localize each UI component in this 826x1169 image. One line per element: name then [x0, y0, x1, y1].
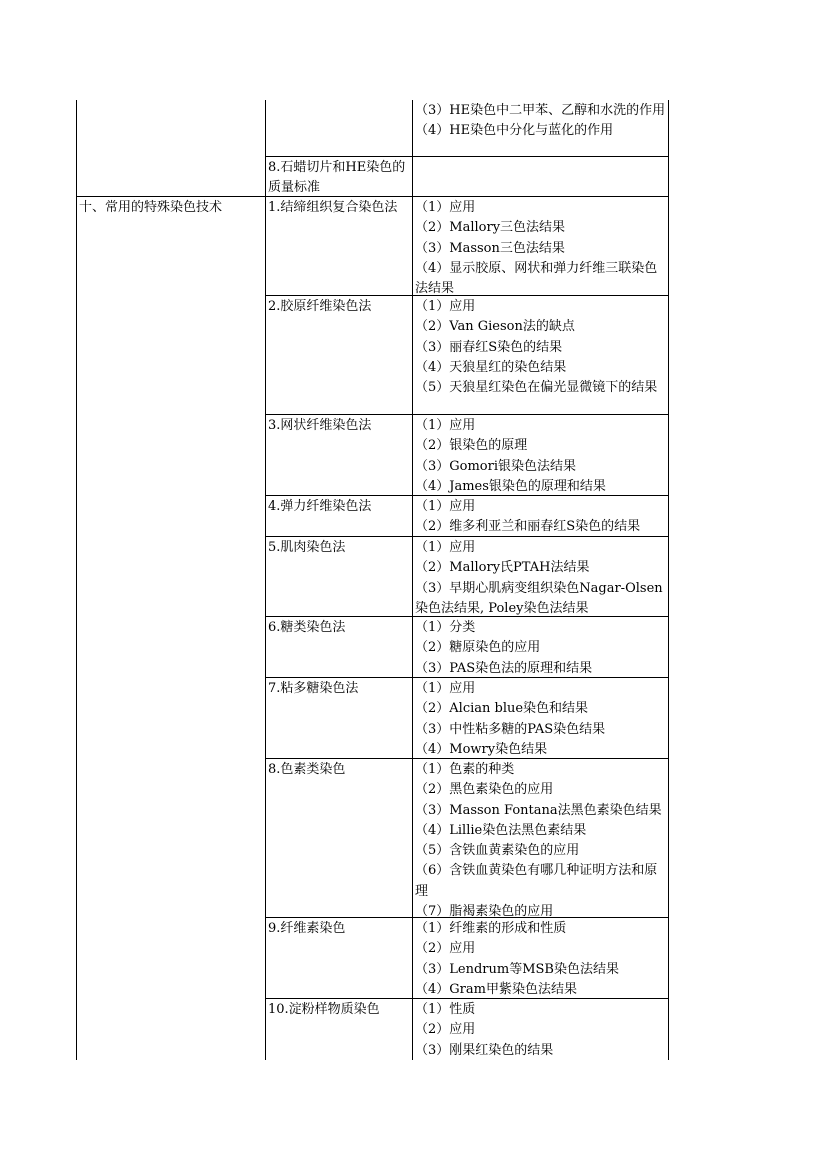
table-border-col-2	[412, 100, 413, 1060]
item-text: （3）Lendrum等MSB染色法结果	[415, 961, 619, 977]
items-cell	[415, 538, 668, 619]
items-cell	[415, 297, 668, 398]
item-text: （1）应用	[415, 681, 476, 696]
item-text: （6）含铁血黄染色有哪几种证明方法和原理	[415, 863, 658, 899]
topic-cell: 2.胶原纤维染色法	[268, 299, 372, 314]
row-divider-4	[265, 414, 669, 415]
item-text: （5）含铁血黄素染色的应用	[415, 843, 580, 859]
items-cell	[415, 101, 668, 142]
item-text: （3）丽春红S染色的结果	[415, 339, 563, 355]
item-text: （4）James银染色的原理和结果	[415, 478, 606, 494]
item-text: （2）应用	[415, 1022, 476, 1038]
topic-cell: 10.淀粉样物质染色	[268, 1002, 380, 1017]
item-text: （1）色素的种类	[415, 762, 515, 777]
item-text: （3）Masson Fontana法黑色素染色结果	[415, 802, 662, 818]
item-text: （1）应用	[415, 499, 476, 514]
items-cell	[415, 919, 668, 1000]
topic-cell: 8.石蜡切片和HE染色的质量标准	[268, 160, 406, 196]
topic-cell: 3.网状纤维染色法	[268, 418, 372, 433]
section-title-cell: 十、常用的特殊染色技术	[79, 200, 223, 215]
item-text: （1）应用	[415, 299, 476, 314]
item-text: （3）中性粘多糖的PAS染色结果	[415, 721, 606, 737]
item-text: （5）天狼星红染色在偏光显微镜下的结果	[415, 380, 658, 396]
item-text: （3）刚果红染色的结果	[415, 1042, 554, 1058]
item-text: （1）分类	[415, 620, 476, 635]
item-text: （4）显示胶原、网状和弹力纤维三联染色法结果	[415, 260, 658, 297]
items-cell	[415, 497, 668, 538]
table-border-col-1	[265, 100, 266, 1060]
item-text: （3）早期心肌病变组织染色Nagar-Olsen染色法结果, Poley染色法结果	[415, 580, 663, 616]
item-text: （4）Gram甲紫染色法结果	[415, 981, 577, 997]
topic-cell: 7.粘多糖染色法	[268, 681, 359, 696]
item-text: （3）Gomori银染色法结果	[415, 458, 577, 474]
item-text: （2）糖原染色的应用	[415, 640, 541, 656]
item-text: （2）Van Gieson法的缺点	[415, 319, 575, 335]
item-text: （2）维多利亚兰和丽春红S染色的结果	[415, 519, 641, 535]
item-text: （3）HE染色中二甲苯、乙醇和水洗的作用	[415, 103, 666, 118]
items-cell	[415, 416, 668, 497]
topic-cell: 1.结缔组织复合染色法	[268, 200, 398, 215]
item-text: （2）应用	[415, 941, 476, 957]
topic-cell: 4.弹力纤维染色法	[268, 499, 372, 514]
items-cell	[415, 618, 668, 679]
table-border-right	[668, 100, 669, 1060]
item-text: （1）应用	[415, 540, 476, 555]
items-cell	[415, 1000, 668, 1061]
item-text: （2）银染色的原理	[415, 438, 528, 454]
table-border-col-0	[76, 100, 77, 1060]
row-divider-1	[265, 156, 669, 157]
item-text: （4）HE染色中分化与蓝化的作用	[415, 123, 614, 139]
item-text: （2）黑色素染色的应用	[415, 782, 554, 798]
topic-cell: 5.肌肉染色法	[268, 540, 346, 555]
topic-cell: 6.糖类染色法	[268, 620, 346, 635]
items-cell	[415, 198, 668, 299]
item-text: （3）Masson三色法结果	[415, 240, 565, 256]
topic-cell: 8.色素类染色	[268, 762, 346, 777]
item-text: （1）性质	[415, 1002, 476, 1017]
item-text: （2）Mallory氏PTAH法结果	[415, 560, 590, 576]
items-cell	[415, 760, 668, 922]
items-cell	[415, 679, 668, 760]
item-text: （2）Alcian blue染色和结果	[415, 701, 589, 717]
item-text: （7）脂褐素染色的应用	[415, 904, 554, 920]
item-text: （1）应用	[415, 418, 476, 433]
topic-cell: 9.纤维素染色	[268, 921, 346, 936]
item-text: （4）Mowry染色结果	[415, 741, 548, 757]
item-text: （3）PAS染色法的原理和结果	[415, 660, 593, 676]
item-text: （4）Lillie染色法黑色素结果	[415, 822, 587, 838]
item-text: （4）天狼星红的染色结果	[415, 359, 567, 375]
item-text: （2）Mallory三色法结果	[415, 220, 566, 236]
item-text: （1）应用	[415, 200, 476, 215]
item-text: （1）纤维素的形成和性质	[415, 921, 567, 936]
